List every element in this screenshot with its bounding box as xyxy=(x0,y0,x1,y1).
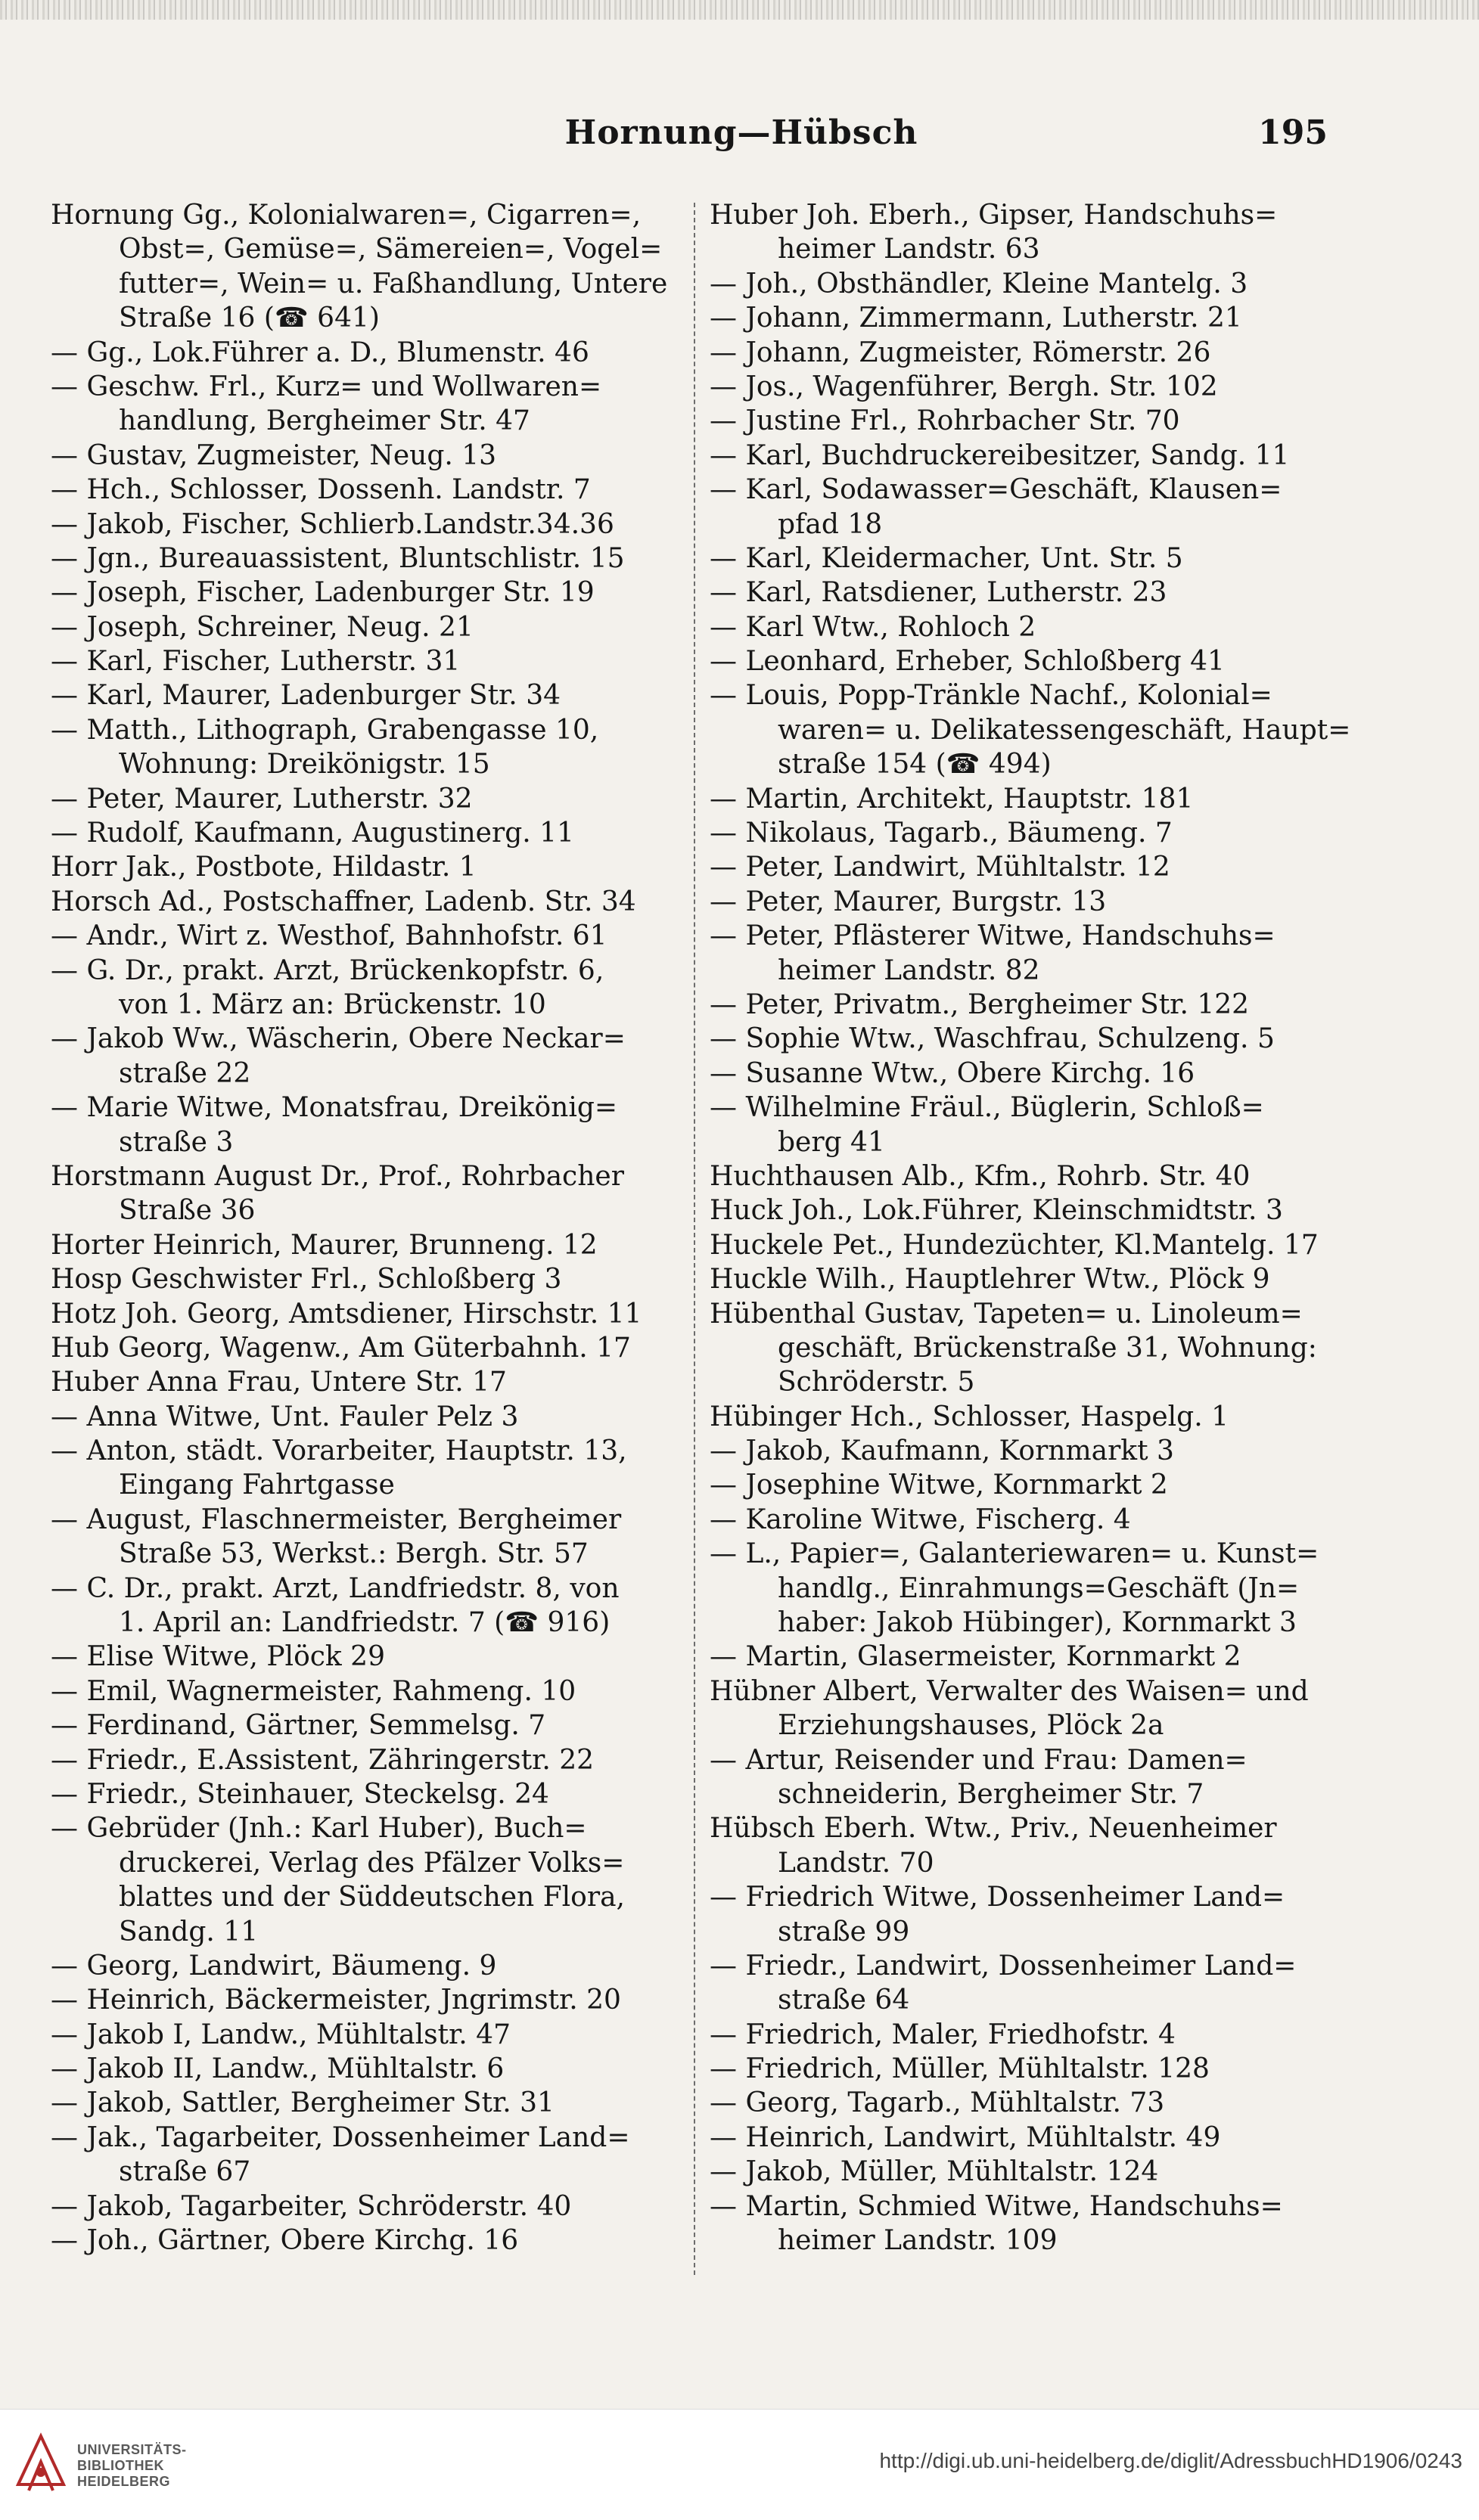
directory-entry xyxy=(710,473,1360,542)
directory-entry xyxy=(51,1674,701,1708)
directory-entry xyxy=(710,850,1360,884)
entry-line: — Hch., Schlosser, Dossenh. Landstr. 7 xyxy=(51,474,591,506)
directory-entry xyxy=(710,2018,1360,2052)
directory-entry xyxy=(51,1159,701,1228)
directory-entry xyxy=(710,1674,1360,1743)
directory-entry xyxy=(51,919,701,953)
entry-line: Horter Heinrich, Maurer, Brunneng. 12 xyxy=(51,1229,598,1261)
entry-continuation-line: Straße 53, Werkst.: Bergh. Str. 57 xyxy=(119,1538,589,1570)
entry-line: — Karl Wtw., Rohloch 2 xyxy=(710,611,1036,643)
entry-line: — Jak., Tagarbeiter, Dossenheimer Land= xyxy=(51,2121,630,2153)
entry-line: — Jgn., Bureauassistent, Bluntschlistr. 15 xyxy=(51,542,625,574)
library-name-line-1: UNIVERSITÄTS- xyxy=(77,2442,187,2457)
directory-entry xyxy=(51,1743,701,1777)
entry-continuation-line: geschäft, Brückenstraße 31, Wohnung: xyxy=(778,1332,1317,1364)
entry-line: — Heinrich, Landwirt, Mühltalstr. 49 xyxy=(710,2121,1221,2153)
directory-entry xyxy=(710,2155,1360,2189)
directory-entry xyxy=(51,1331,701,1365)
library-name-line-2: BIBLIOTHEK xyxy=(77,2458,164,2473)
directory-entry xyxy=(51,1640,701,1674)
entry-continuation-line: Wohnung: Dreikönigstr. 15 xyxy=(119,749,490,781)
directory-entry xyxy=(51,1228,701,1262)
entry-line: — Friedr., E.Assistent, Zähringerstr. 22 xyxy=(51,1744,595,1776)
entry-line: Horstmann August Dr., Prof., Rohrbacher xyxy=(51,1160,624,1192)
directory-entry xyxy=(51,1503,701,1572)
entry-line: — Geschw. Frl., Kurz= und Wollwaren= xyxy=(51,371,602,402)
entry-line: Hübsch Eberh. Wtw., Priv., Neuenheimer xyxy=(710,1813,1277,1845)
entry-line: — Peter, Maurer, Burgstr. 13 xyxy=(710,886,1107,917)
entry-line: Hosp Geschwister Frl., Schloßberg 3 xyxy=(51,1264,562,1296)
entry-line: — Friedr., Steinhauer, Steckelsg. 24 xyxy=(51,1778,549,1810)
entry-continuation-line: straße 64 xyxy=(778,1985,910,2016)
directory-entry xyxy=(710,1228,1360,1262)
entry-line: Hübinger Hch., Schlosser, Haspelg. 1 xyxy=(710,1401,1229,1432)
entry-line: — Artur, Reisender und Frau: Damen= xyxy=(710,1744,1248,1776)
directory-entry xyxy=(710,919,1360,988)
directory-entry xyxy=(710,1640,1360,1674)
entry-line: — Jos., Wagenführer, Bergh. Str. 102 xyxy=(710,371,1218,402)
entry-continuation-line: blattes und der Süddeutschen Flora, xyxy=(119,1882,625,1913)
directory-entry xyxy=(710,267,1360,301)
directory-entry xyxy=(710,404,1360,438)
directory-entry xyxy=(710,988,1360,1022)
entry-line: — Peter, Landwirt, Mühltalstr. 12 xyxy=(710,852,1170,883)
entry-continuation-line: heimer Landstr. 63 xyxy=(778,234,1040,265)
directory-entry xyxy=(51,1091,701,1159)
entry-line: — Jakob Ww., Wäscherin, Obere Neckar= xyxy=(51,1023,626,1055)
entry-line: Huck Joh., Lok.Führer, Kleinschmidtstr. 3 xyxy=(710,1195,1283,1227)
entry-continuation-line: haber: Jakob Hübinger), Kornmarkt 3 xyxy=(778,1607,1297,1639)
directory-entry xyxy=(710,2189,1360,2258)
entry-line: — Martin, Schmied Witwe, Handschuhs= xyxy=(710,2190,1283,2222)
directory-entry xyxy=(51,850,701,884)
entry-line: — Louis, Popp-Tränkle Nachf., Kolonial= xyxy=(710,680,1272,712)
university-seal-icon xyxy=(14,2432,68,2498)
entry-continuation-line: straße 3 xyxy=(119,1126,234,1158)
entry-continuation-line: Straße 16 (☎ 641) xyxy=(119,303,380,334)
directory-entry xyxy=(710,885,1360,919)
directory-entry xyxy=(51,2121,701,2189)
entry-line: — Peter, Pflästerer Witwe, Handschuhs= xyxy=(710,920,1275,952)
directory-entry xyxy=(710,610,1360,644)
entry-line: — Joh., Gärtner, Obere Kirchg. 16 xyxy=(51,2225,519,2257)
entry-line: Hübner Albert, Verwalter des Waisen= und xyxy=(710,1675,1309,1707)
entry-continuation-line: Straße 36 xyxy=(119,1195,256,1227)
directory-entry xyxy=(51,1400,701,1434)
entry-continuation-line: straße 154 (☎ 494) xyxy=(778,749,1052,781)
entry-line: — Ferdinand, Gärtner, Semmelsg. 7 xyxy=(51,1710,546,1742)
entry-line: — Joh., Obsthändler, Kleine Mantelg. 3 xyxy=(710,268,1248,299)
entry-line: — G. Dr., prakt. Arzt, Brückenkopfstr. 6, xyxy=(51,954,604,986)
entry-line: Huckele Pet., Hundezüchter, Kl.Mantelg. 17 xyxy=(710,1229,1319,1261)
entry-line: — Karl, Sodawasser=Geschäft, Klausen= xyxy=(710,474,1282,506)
entry-line: — Jakob, Kaufmann, Kornmarkt 3 xyxy=(710,1435,1174,1467)
entry-line: — Gebrüder (Jnh.: Karl Huber), Buch= xyxy=(51,1813,587,1845)
directory-entry xyxy=(51,2189,701,2224)
directory-entry xyxy=(51,1983,701,2017)
directory-entry xyxy=(710,1949,1360,2018)
entry-line: — Rudolf, Kaufmann, Augustinerg. 11 xyxy=(51,818,574,849)
entry-line: Huchthausen Alb., Kfm., Rohrb. Str. 40 xyxy=(710,1160,1251,1192)
directory-entry xyxy=(710,782,1360,816)
entry-line: — Jakob I, Landw., Mühltalstr. 47 xyxy=(51,2019,511,2050)
entry-continuation-line: Obst=, Gemüse=, Sämereien=, Vogel= xyxy=(119,234,663,265)
entry-line: — Friedrich, Maler, Friedhofstr. 4 xyxy=(710,2019,1176,2050)
directory-entry xyxy=(710,2052,1360,2086)
entry-line: — Johann, Zugmeister, Römerstr. 26 xyxy=(710,337,1211,368)
entry-continuation-line: futter=, Wein= u. Faßhandlung, Untere xyxy=(119,268,668,299)
entry-continuation-line: handlung, Bergheimer Str. 47 xyxy=(119,405,530,437)
entry-line: — Jakob, Tagarbeiter, Schröderstr. 40 xyxy=(51,2190,572,2222)
directory-entry xyxy=(710,542,1360,576)
page-number: 195 xyxy=(1258,113,1328,152)
entry-continuation-line: heimer Landstr. 109 xyxy=(778,2225,1058,2257)
directory-entry xyxy=(710,644,1360,678)
entry-line: — Wilhelmine Fräul., Büglerin, Schloß= xyxy=(710,1092,1264,1124)
entry-line: — Karl, Buchdruckereibesitzer, Sandg. 11 xyxy=(710,439,1290,471)
entry-line: — Martin, Glasermeister, Kornmarkt 2 xyxy=(710,1641,1241,1673)
entry-continuation-line: straße 99 xyxy=(778,1916,910,1947)
directory-entry xyxy=(710,439,1360,473)
entry-line: — Joseph, Schreiner, Neug. 21 xyxy=(51,611,474,643)
directory-entry xyxy=(51,1262,701,1296)
scan-edge xyxy=(0,0,1479,20)
directory-entry xyxy=(710,336,1360,370)
entry-line: Huber Joh. Eberh., Gipser, Handschuhs= xyxy=(710,200,1278,231)
entry-continuation-line: heimer Landstr. 82 xyxy=(778,954,1040,986)
entry-line: — Gustav, Zugmeister, Neug. 13 xyxy=(51,439,497,471)
entry-line: — Jakob II, Landw., Mühltalstr. 6 xyxy=(51,2053,505,2085)
directory-entry xyxy=(51,2086,701,2120)
entry-line: — Leonhard, Erheber, Schloßberg 41 xyxy=(710,646,1225,678)
directory-entry xyxy=(51,198,701,336)
entry-line: — Matth., Lithograph, Grabengasse 10, xyxy=(51,714,599,746)
directory-entry xyxy=(51,542,701,576)
entry-line: — Andr., Wirt z. Westhof, Bahnhofstr. 61 xyxy=(51,920,607,952)
library-logo xyxy=(14,2428,203,2504)
directory-entry xyxy=(710,576,1360,610)
directory-entry xyxy=(710,816,1360,850)
entry-line: — Marie Witwe, Monatsfrau, Dreikönig= xyxy=(51,1092,618,1124)
directory-entry xyxy=(710,1503,1360,1537)
entry-continuation-line: Landstr. 70 xyxy=(778,1847,934,1879)
directory-entry xyxy=(51,439,701,473)
directory-entry xyxy=(710,1811,1360,1880)
entry-line: — Georg, Tagarb., Mühltalstr. 73 xyxy=(710,2087,1165,2119)
directory-entry xyxy=(710,1400,1360,1434)
directory-entry xyxy=(51,473,701,507)
directory-entry xyxy=(710,1743,1360,1812)
directory-entry xyxy=(51,1297,701,1331)
library-name xyxy=(77,2442,187,2490)
directory-entry xyxy=(710,1057,1360,1091)
directory-entry xyxy=(710,1537,1360,1640)
directory-entry xyxy=(710,1297,1360,1400)
entry-line: — Emil, Wagnermeister, Rahmeng. 10 xyxy=(51,1675,576,1707)
directory-entry xyxy=(51,885,701,919)
entry-line: — Justine Frl., Rohrbacher Str. 70 xyxy=(710,405,1180,437)
entry-continuation-line: waren= u. Delikatessengeschäft, Haupt= xyxy=(778,714,1351,746)
directory-entry xyxy=(710,2086,1360,2120)
entry-continuation-line: Schröderstr. 5 xyxy=(778,1367,975,1398)
entry-line: — Jakob, Müller, Mühltalstr. 124 xyxy=(710,2156,1159,2188)
directory-entry xyxy=(710,1022,1360,1056)
entry-line: — Anna Witwe, Unt. Fauler Pelz 3 xyxy=(51,1401,519,1432)
entry-line: Hornung Gg., Kolonialwaren=, Cigarren=, xyxy=(51,200,642,231)
directory-entry xyxy=(710,198,1360,267)
directory-entry xyxy=(51,2018,701,2052)
running-title: Hornung—Hübsch xyxy=(564,113,918,152)
entry-line: Hub Georg, Wagenw., Am Güterbahnh. 17 xyxy=(51,1332,631,1364)
directory-entry xyxy=(710,370,1360,404)
entry-line: — Friedrich, Müller, Mühltalstr. 128 xyxy=(710,2053,1210,2085)
directory-entry xyxy=(51,2052,701,2086)
directory-entry xyxy=(51,954,701,1023)
directory-entry xyxy=(51,610,701,644)
entry-line: — Martin, Architekt, Hauptstr. 181 xyxy=(710,783,1194,815)
entry-line: — Elise Witwe, Plöck 29 xyxy=(51,1641,385,1673)
entry-line: — C. Dr., prakt. Arzt, Landfriedstr. 8, von xyxy=(51,1572,620,1604)
entry-line: — Anton, städt. Vorarbeiter, Hauptstr. 13, xyxy=(51,1435,627,1467)
entry-line: Huckle Wilh., Hauptlehrer Wtw., Plöck 9 xyxy=(710,1264,1270,1296)
right-column xyxy=(710,198,1360,2258)
directory-entry xyxy=(51,1777,701,1811)
entry-line: — Karl, Kleidermacher, Unt. Str. 5 xyxy=(710,542,1183,574)
entry-continuation-line: straße 67 xyxy=(119,2156,251,2188)
directory-entry xyxy=(51,713,701,782)
column-divider xyxy=(694,203,695,2275)
directory-entry xyxy=(51,576,701,610)
directory-entry xyxy=(51,2224,701,2258)
entry-line: — Karl, Ratsdiener, Lutherstr. 23 xyxy=(710,577,1167,609)
entry-line: — Sophie Wtw., Waschfrau, Schulzeng. 5 xyxy=(710,1023,1275,1055)
entry-line: — Heinrich, Bäckermeister, Jngrimstr. 20 xyxy=(51,1985,621,2016)
entry-continuation-line: 1. April an: Landfriedstr. 7 (☎ 916) xyxy=(119,1607,611,1639)
entry-line: — Friedrich Witwe, Dossenheimer Land= xyxy=(710,1882,1285,1913)
entry-line: — Peter, Privatm., Bergheimer Str. 122 xyxy=(710,988,1250,1020)
entry-line: — Karl, Maurer, Ladenburger Str. 34 xyxy=(51,680,561,712)
directory-entry xyxy=(710,678,1360,781)
entry-continuation-line: straße 22 xyxy=(119,1057,251,1089)
entry-continuation-line: Erziehungshauses, Plöck 2a xyxy=(778,1710,1164,1742)
source-url-link[interactable]: http://digi.ub.uni-heidelberg.de/diglit/AdressbuchHD1906/0243 xyxy=(879,2449,1462,2472)
page-header xyxy=(0,113,1479,174)
entry-continuation-line: Eingang Fahrtgasse xyxy=(119,1469,395,1501)
directory-entry xyxy=(710,1262,1360,1296)
entry-line: — August, Flaschnermeister, Bergheimer xyxy=(51,1504,622,1535)
directory-entry xyxy=(710,301,1360,335)
entry-line: Horsch Ad., Postschaffner, Ladenb. Str. 34 xyxy=(51,886,636,917)
directory-entry xyxy=(710,1193,1360,1227)
directory-entry xyxy=(51,782,701,816)
entry-continuation-line: pfad 18 xyxy=(778,508,883,540)
directory-entry xyxy=(710,2121,1360,2155)
directory-entry xyxy=(51,816,701,850)
entry-line: — Karl, Fischer, Lutherstr. 31 xyxy=(51,646,461,678)
entry-line: — Friedr., Landwirt, Dossenheimer Land= xyxy=(710,1950,1297,1982)
entry-line: Hotz Joh. Georg, Amtsdiener, Hirschstr. 11 xyxy=(51,1298,642,1330)
directory-entry xyxy=(51,1949,701,1983)
directory-entry xyxy=(710,1468,1360,1502)
library-name-line-3: HEIDELBERG xyxy=(77,2474,171,2489)
entry-line: — Joseph, Fischer, Ladenburger Str. 19 xyxy=(51,577,595,609)
entry-line: — Josephine Witwe, Kornmarkt 2 xyxy=(710,1469,1168,1501)
entry-line: — Gg., Lok.Führer a. D., Blumenstr. 46 xyxy=(51,337,589,368)
entry-continuation-line: berg 41 xyxy=(778,1126,885,1158)
entry-line: — Johann, Zimmermann, Lutherstr. 21 xyxy=(710,303,1242,334)
entry-line: Horr Jak., Postbote, Hildastr. 1 xyxy=(51,852,477,883)
directory-entry xyxy=(51,1572,701,1640)
entry-line: — Georg, Landwirt, Bäumeng. 9 xyxy=(51,1950,497,1982)
directory-entry xyxy=(51,370,701,439)
directory-entry xyxy=(51,1022,701,1091)
directory-entry xyxy=(51,507,701,542)
entry-line: — Nikolaus, Tagarb., Bäumeng. 7 xyxy=(710,818,1173,849)
entry-line: — Karoline Witwe, Fischerg. 4 xyxy=(710,1504,1131,1535)
directory-entry xyxy=(710,1091,1360,1159)
entry-line: — Susanne Wtw., Obere Kirchg. 16 xyxy=(710,1057,1195,1089)
directory-entry xyxy=(710,1159,1360,1193)
entry-continuation-line: druckerei, Verlag des Pfälzer Volks= xyxy=(119,1847,625,1879)
directory-entry xyxy=(51,644,701,678)
directory-entry xyxy=(710,1880,1360,1949)
entry-line: — L., Papier=, Galanteriewaren= u. Kunst= xyxy=(710,1538,1319,1570)
directory-entry xyxy=(710,1434,1360,1468)
entry-line: — Jakob, Sattler, Bergheimer Str. 31 xyxy=(51,2087,555,2119)
entry-continuation-line: schneiderin, Bergheimer Str. 7 xyxy=(778,1778,1204,1810)
left-column xyxy=(51,198,701,2258)
directory-entry xyxy=(51,678,701,712)
directory-entry xyxy=(51,1811,701,1949)
entry-line: Huber Anna Frau, Untere Str. 17 xyxy=(51,1367,507,1398)
directory-entry xyxy=(51,1708,701,1743)
directory-entry xyxy=(51,1365,701,1399)
directory-entry xyxy=(51,1434,701,1503)
entry-line: — Jakob, Fischer, Schlierb.Landstr.34.36 xyxy=(51,508,614,540)
entry-continuation-line: von 1. März an: Brückenstr. 10 xyxy=(119,988,546,1020)
entry-continuation-line: Sandg. 11 xyxy=(119,1916,259,1947)
entry-line: — Peter, Maurer, Lutherstr. 32 xyxy=(51,783,473,815)
directory-entry xyxy=(51,336,701,370)
footer xyxy=(0,2409,1479,2520)
entry-continuation-line: handlg., Einrahmungs=Geschäft (Jn= xyxy=(778,1572,1300,1604)
entry-line: Hübenthal Gustav, Tapeten= u. Linoleum= xyxy=(710,1298,1303,1330)
